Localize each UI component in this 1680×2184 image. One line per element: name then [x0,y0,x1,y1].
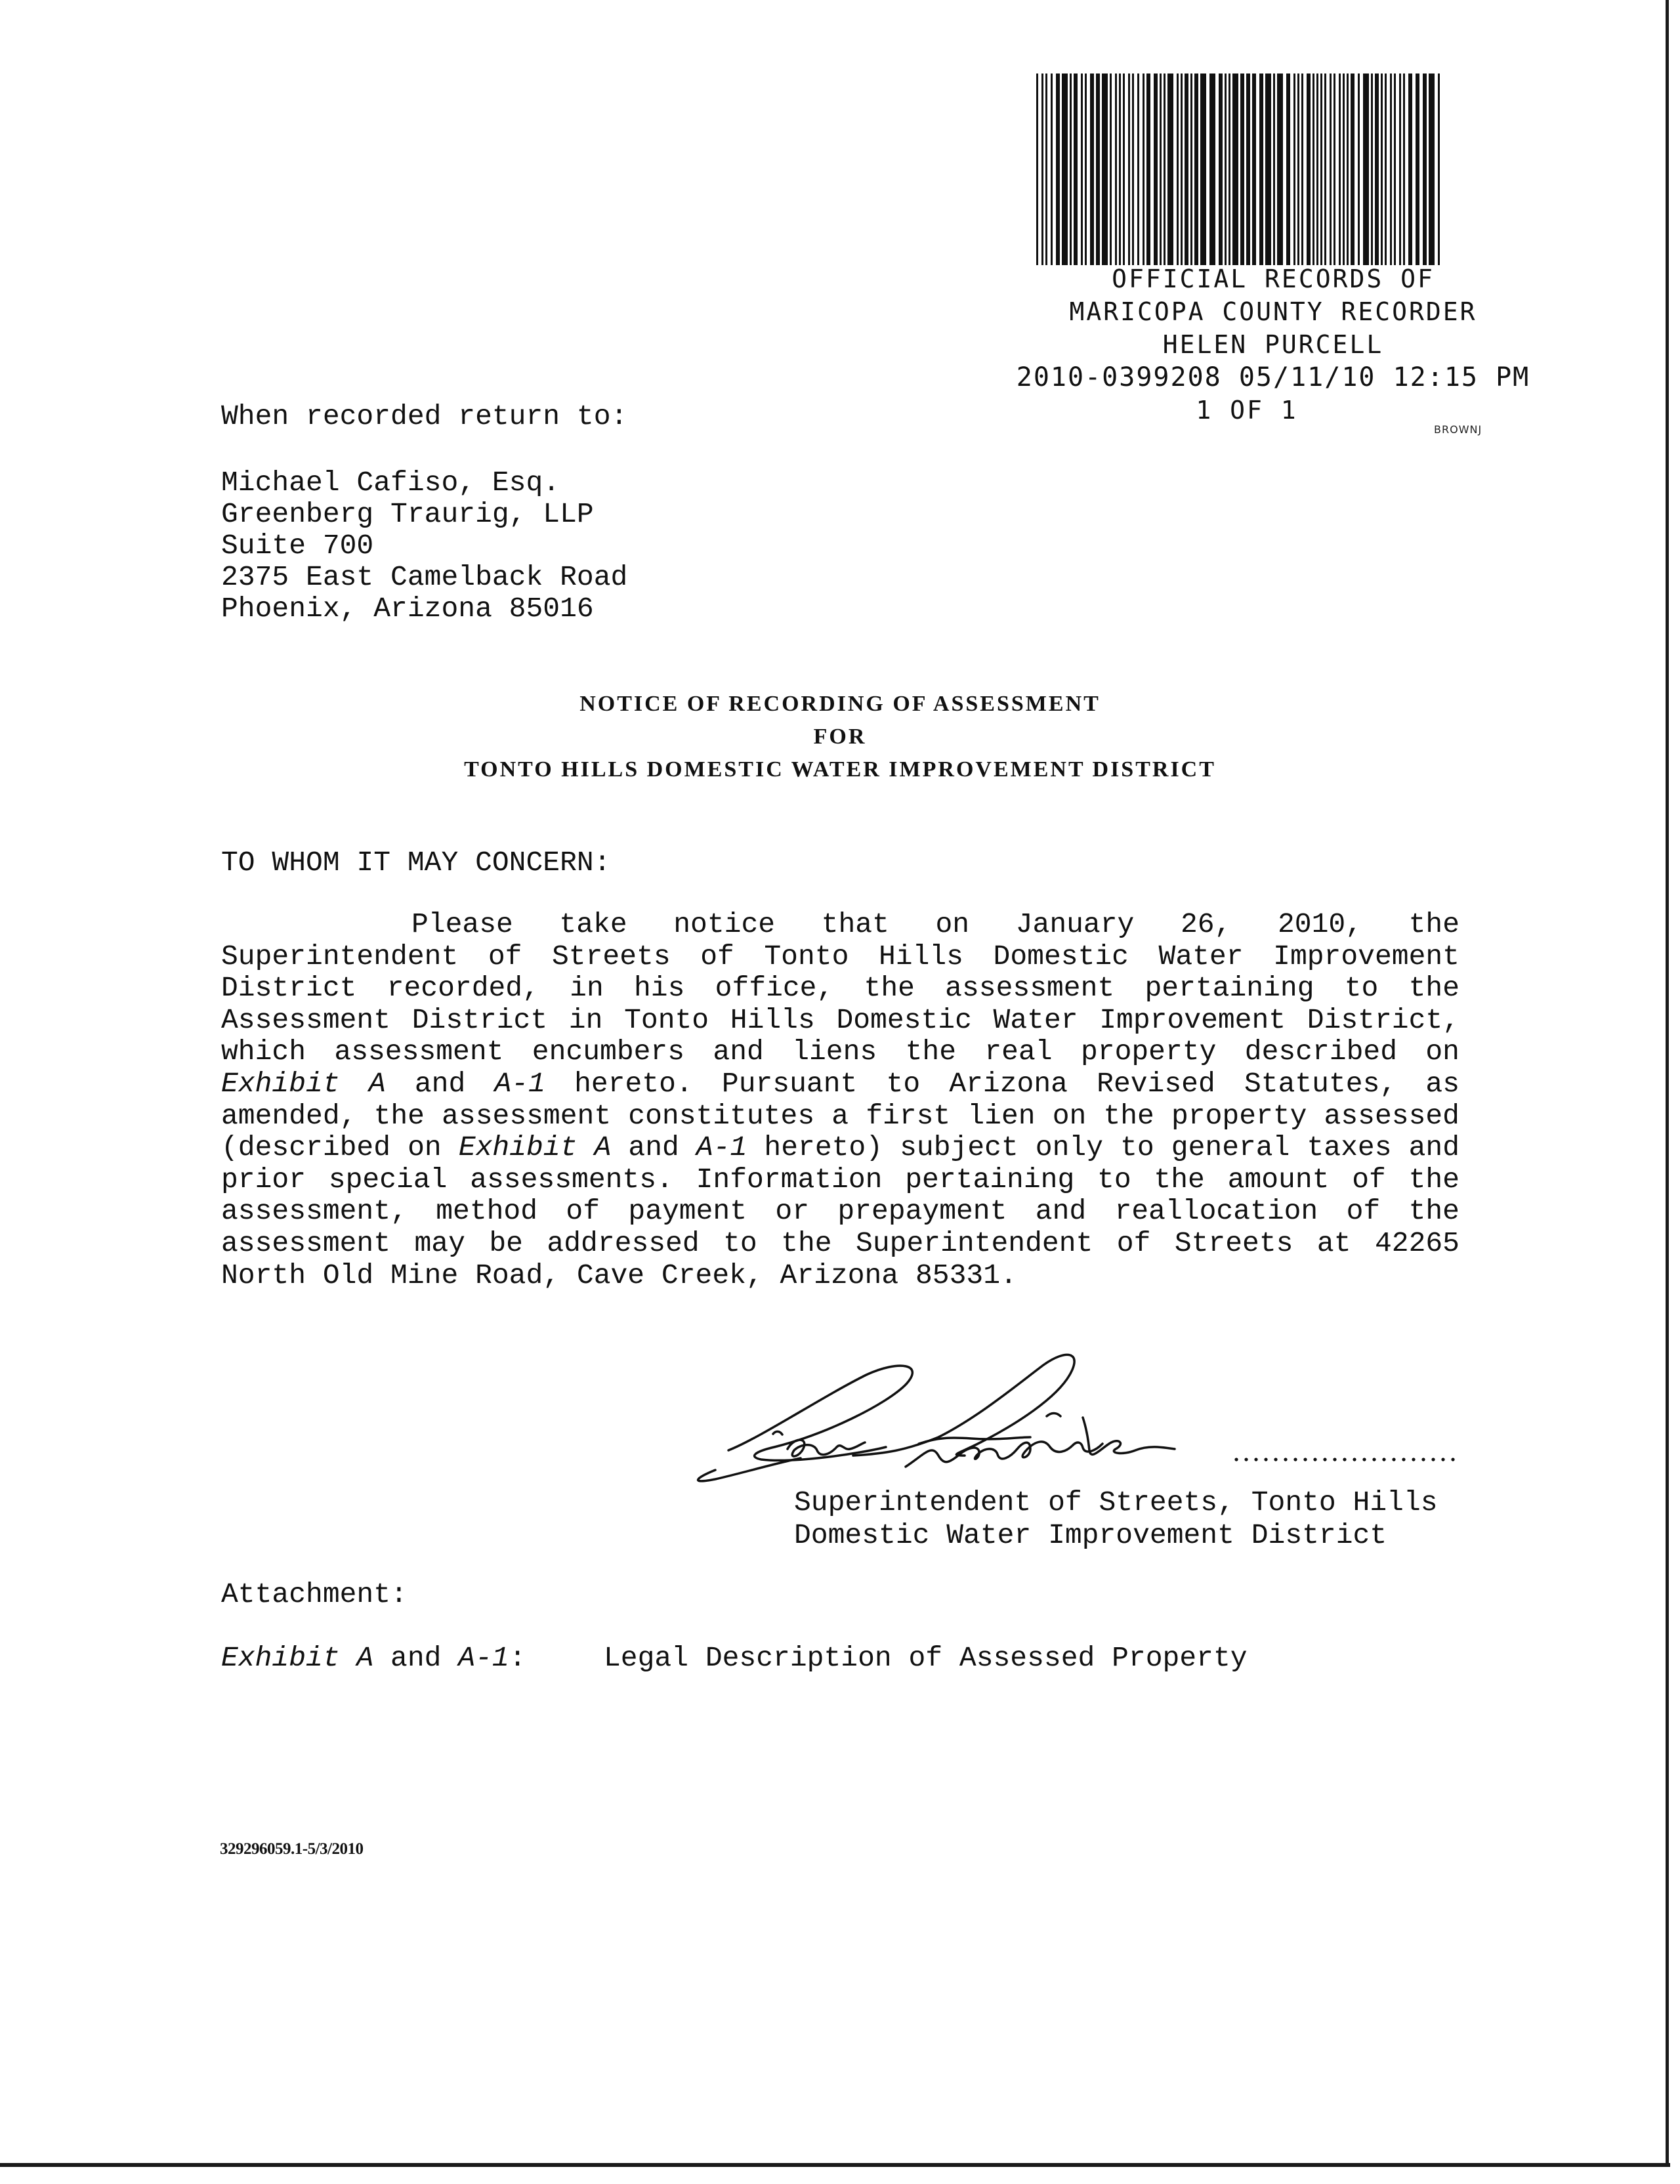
barcode-bar [1181,74,1183,265]
barcode-bar [1137,74,1139,265]
barcode-bar [1423,74,1427,265]
barcode-bar [1403,74,1405,265]
exhibit-label [221,1642,526,1674]
barcode-bar [1085,74,1087,265]
barcode-bar [1041,74,1043,265]
address-line: 2375 East Camelback Road [221,561,628,593]
body-text-part-3: hereto) subject only to general taxes and prior special assessments. Information pertaining to the amount of the assessment, method of payment or prepayment and reallocation of the assessment may be addressed to the Superintendent of Streets at 42265 North Old Mine Road, Cave Creek, Arizona 85331. [221,1131,1460,1292]
body-conjunction: and [611,1131,696,1164]
barcode-bar [1225,74,1227,265]
scan-edge-bottom [0,2163,1670,2167]
barcode-bar [1160,74,1162,265]
barcode-bar [1200,74,1206,265]
exhibit-a-reference: Exhibit A [221,1067,386,1100]
page-count: 1 OF 1 [1196,396,1298,425]
barcode-bar [1334,74,1335,265]
barcode-bar [1115,74,1117,265]
signature-dot [1264,1458,1267,1461]
barcode-bar [1074,74,1078,265]
barcode-bar [1110,74,1112,265]
signature-dot [1392,1458,1395,1461]
barcode-bar [1429,74,1435,265]
barcode-bar [1343,74,1345,265]
signature-dot [1362,1458,1366,1461]
title-line-2: FOR [813,724,867,749]
signature-dot [1402,1458,1405,1461]
barcode-bar [1232,74,1238,265]
handwritten-signature [689,1339,1280,1509]
barcode-bar [1351,74,1354,265]
barcode-bar [1385,74,1387,265]
barcode-bar [1102,74,1108,265]
barcode-bar [1190,74,1192,265]
signature-dot [1382,1458,1385,1461]
title-line-1: NOTICE OF RECORDING OF ASSESSMENT [579,692,1101,716]
recording-number: 2010-0399208 05/11/10 12:15 PM [1016,362,1530,392]
barcode-bar [1259,74,1263,265]
exhibit-a1-reference: A-1 [458,1642,509,1674]
signature-dot [1254,1458,1257,1461]
signature-dot [1284,1458,1287,1461]
address-line: Michael Cafiso, Esq. [221,467,560,499]
barcode-bar [1316,74,1318,265]
scan-edge-right [1666,0,1669,2166]
signature-dot [1451,1458,1454,1461]
barcode-bar [1036,74,1038,265]
barcode-bar [1154,74,1158,265]
barcode-bar [1438,74,1440,265]
barcode-bar [1240,74,1244,265]
barcode-bar [1330,74,1332,265]
barcode-bar [1358,74,1360,265]
body-conjunction: and [385,1067,495,1100]
barcode-bar [1408,74,1412,265]
barcode-bar [1090,74,1094,265]
barcode-bar [1132,74,1134,265]
signature-dot [1293,1458,1297,1461]
barcode-bar [1394,74,1396,265]
address-line: Phoenix, Arizona 85016 [221,593,594,625]
clerk-initials: BROWNJ [1434,423,1482,436]
attachment-label: Attachment: [221,1578,408,1610]
barcode-bar [1371,74,1373,265]
barcode-bar [1301,74,1303,265]
barcode-bar [1273,74,1275,265]
barcode-bar [1228,74,1230,265]
barcode-bar [1363,74,1369,265]
recorder-stamp [971,262,1575,427]
exhibit-a1-reference: A-1 [494,1067,545,1100]
return-to-label: When recorded return to: [221,400,628,432]
barcode-bar [1252,74,1256,265]
barcode-bar [1185,74,1188,265]
signature-dot [1343,1458,1346,1461]
barcode-bar [1119,74,1121,265]
salutation: TO WHOM IT MAY CONCERN: [221,847,611,879]
barcode-bar [1177,74,1179,265]
exhibit-a-reference: Exhibit A [221,1642,374,1674]
notice-body [221,909,1460,1292]
title-line-3: TONTO HILLS DOMESTIC WATER IMPROVEMENT DISTRICT [464,757,1216,782]
signature-line [1234,1456,1457,1463]
exhibit-conjunction: and [373,1642,459,1674]
barcode-bar [1277,74,1283,265]
barcode-bar [1246,74,1250,265]
signer-title-line-1: Superintendent of Streets, Tonto Hills [794,1486,1438,1519]
barcode-bar [1293,74,1295,265]
barcode-bar [1307,74,1311,265]
body-text-part-2: hereto. Pursuant to Arizona Revised Statutes, as amended, the assessment constitutes a first lien on the property assessed (described on [221,1067,1460,1164]
signature-dot [1234,1458,1238,1461]
barcode-bar [1123,74,1125,265]
barcode-bar [1051,74,1053,265]
signature-dot [1244,1458,1248,1461]
barcode-bar [1339,74,1341,265]
signature-dot [1333,1458,1336,1461]
barcode-bar [1320,74,1322,265]
barcode-bar [1265,74,1271,265]
signature-dot [1303,1458,1307,1461]
signature-dot [1323,1458,1326,1461]
barcode-bar [1390,74,1392,265]
barcode-bar [1194,74,1198,265]
document-id: 329296059.1-5/3/2010 [220,1840,364,1858]
address-line: Greenberg Traurig, LLP [221,498,594,530]
address-line: Suite 700 [221,530,374,562]
signature-dot [1431,1458,1435,1461]
return-address [221,467,627,625]
barcode-bar [1143,74,1144,265]
barcode-bar [1312,74,1314,265]
barcode-bar [1167,74,1173,265]
recorder-line-3: HELEN PURCELL [1162,330,1384,359]
signer-title-line-2: Domestic Water Improvement District [794,1519,1387,1551]
barcode-bar [1146,74,1150,265]
barcode-bar [1209,74,1215,265]
notice-title [197,688,1483,786]
recorder-line-2: MARICOPA COUNTY RECORDER [1069,297,1477,326]
barcode-bar [1297,74,1299,265]
signature-dot [1313,1458,1316,1461]
barcode-bar [1381,74,1383,265]
barcode-bar [1164,74,1166,265]
exhibit-a-reference: Exhibit A [458,1131,612,1164]
exhibit-a1-reference: A-1 [696,1131,747,1164]
barcode-bar [1399,74,1401,265]
barcode-bar [1324,74,1326,265]
exhibit-description: Legal Description of Assessed Property [604,1642,1248,1674]
barcode-bar [1045,74,1047,265]
signature-dot [1421,1458,1425,1461]
signature-dot [1353,1458,1356,1461]
signature-dot [1372,1458,1376,1461]
barcode-bar [1128,74,1130,265]
barcode-bar [1347,74,1349,265]
barcode-bar [1062,74,1068,265]
signature-dot [1412,1458,1415,1461]
signature-dot [1441,1458,1444,1461]
barcode-bar [1070,74,1072,265]
exhibit-colon: : [509,1642,526,1674]
barcode-bar [1416,74,1419,265]
signer-title [794,1486,1438,1552]
signature-dot [1274,1458,1277,1461]
body-text-part-1: Please take notice that on January 26, 2010, the Superintendent of Streets of Tonto Hills Domestic Water Improvement District recorded, in his office, the assessment pertaining to the Assessment District in Tonto Hills Domestic Water Improvement District, which assessment encumbers and liens the real property described on [221,908,1460,1068]
barcode-bar [1096,74,1100,265]
barcode-bar [1081,74,1083,265]
recorder-line-1: OFFICIAL RECORDS OF [1112,264,1435,293]
barcode-bar [1375,74,1379,265]
barcode-bar [1219,74,1223,265]
barcode-bar [1286,74,1290,265]
barcode-bar [1056,74,1060,265]
recorder-barcode [1034,74,1447,265]
